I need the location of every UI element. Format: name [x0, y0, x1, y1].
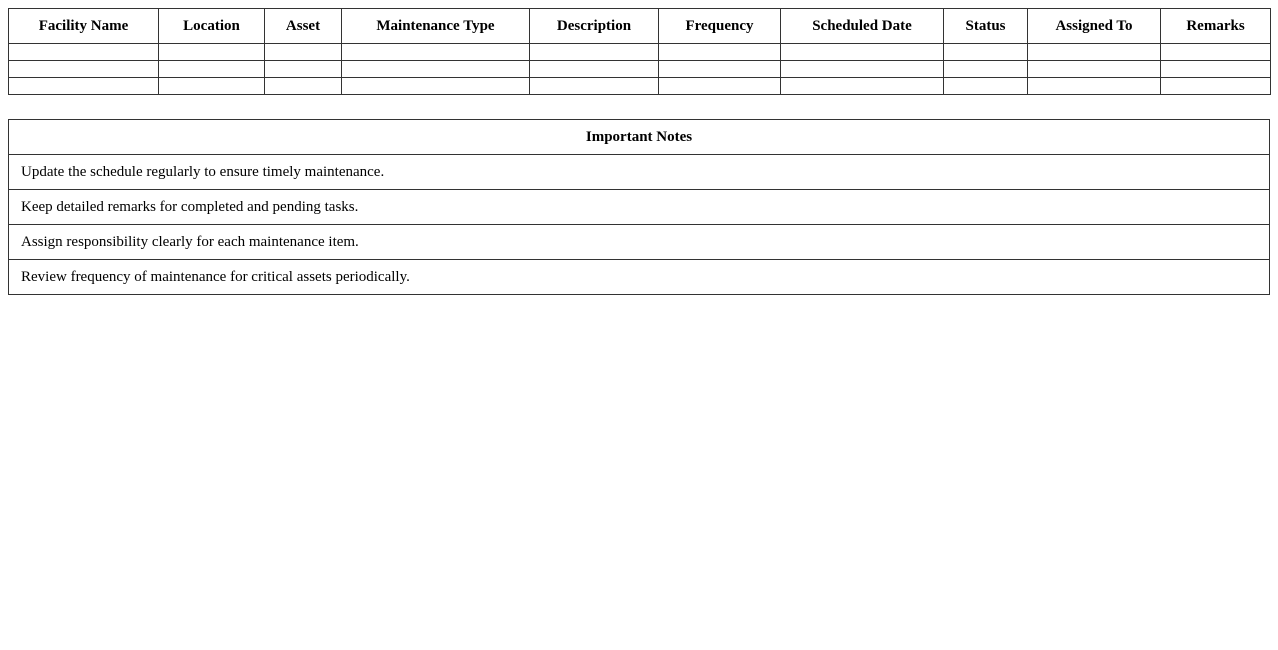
table-cell[interactable] — [9, 61, 159, 78]
table-cell[interactable] — [9, 44, 159, 61]
column-header-location: Location — [159, 9, 265, 44]
table-cell[interactable] — [944, 44, 1028, 61]
table-cell[interactable] — [659, 61, 781, 78]
table-cell[interactable] — [159, 61, 265, 78]
table-cell[interactable] — [342, 78, 530, 95]
table-cell[interactable] — [530, 44, 659, 61]
table-cell[interactable] — [265, 44, 342, 61]
table-row — [9, 44, 1271, 61]
table-cell[interactable] — [659, 44, 781, 61]
table-cell[interactable] — [781, 44, 944, 61]
note-text: Update the schedule regularly to ensure timely maintenance. — [9, 155, 1270, 190]
column-header-frequency: Frequency — [659, 9, 781, 44]
table-cell[interactable] — [1028, 61, 1161, 78]
column-header-scheduled-date: Scheduled Date — [781, 9, 944, 44]
notes-title: Important Notes — [9, 120, 1270, 155]
table-cell[interactable] — [781, 78, 944, 95]
table-cell[interactable] — [1161, 78, 1271, 95]
table-cell[interactable] — [1161, 61, 1271, 78]
column-header-remarks: Remarks — [1161, 9, 1271, 44]
column-header-asset: Asset — [265, 9, 342, 44]
note-text: Review frequency of maintenance for critical assets periodically. — [9, 260, 1270, 295]
column-header-assigned-to: Assigned To — [1028, 9, 1161, 44]
table-cell[interactable] — [944, 78, 1028, 95]
column-header-facility-name: Facility Name — [9, 9, 159, 44]
table-cell[interactable] — [530, 61, 659, 78]
table-row — [9, 61, 1271, 78]
column-header-description: Description — [530, 9, 659, 44]
table-cell[interactable] — [1161, 44, 1271, 61]
note-row — [9, 225, 1270, 260]
note-row — [9, 190, 1270, 225]
table-cell[interactable] — [265, 78, 342, 95]
table-cell[interactable] — [159, 78, 265, 95]
table-cell[interactable] — [159, 44, 265, 61]
notes-header-row — [9, 120, 1270, 155]
table-cell[interactable] — [1028, 78, 1161, 95]
note-row — [9, 260, 1270, 295]
table-cell[interactable] — [781, 61, 944, 78]
column-header-maintenance-type: Maintenance Type — [342, 9, 530, 44]
table-header-row — [9, 9, 1271, 44]
maintenance-schedule-table — [8, 8, 1271, 95]
table-row — [9, 78, 1271, 95]
table-cell[interactable] — [342, 44, 530, 61]
table-cell[interactable] — [1028, 44, 1161, 61]
table-cell[interactable] — [944, 61, 1028, 78]
table-cell[interactable] — [9, 78, 159, 95]
column-header-status: Status — [944, 9, 1028, 44]
table-cell[interactable] — [342, 61, 530, 78]
table-cell[interactable] — [530, 78, 659, 95]
table-cell[interactable] — [659, 78, 781, 95]
important-notes-table — [8, 119, 1270, 295]
note-text: Assign responsibility clearly for each maintenance item. — [9, 225, 1270, 260]
note-row — [9, 155, 1270, 190]
note-text: Keep detailed remarks for completed and pending tasks. — [9, 190, 1270, 225]
table-cell[interactable] — [265, 61, 342, 78]
